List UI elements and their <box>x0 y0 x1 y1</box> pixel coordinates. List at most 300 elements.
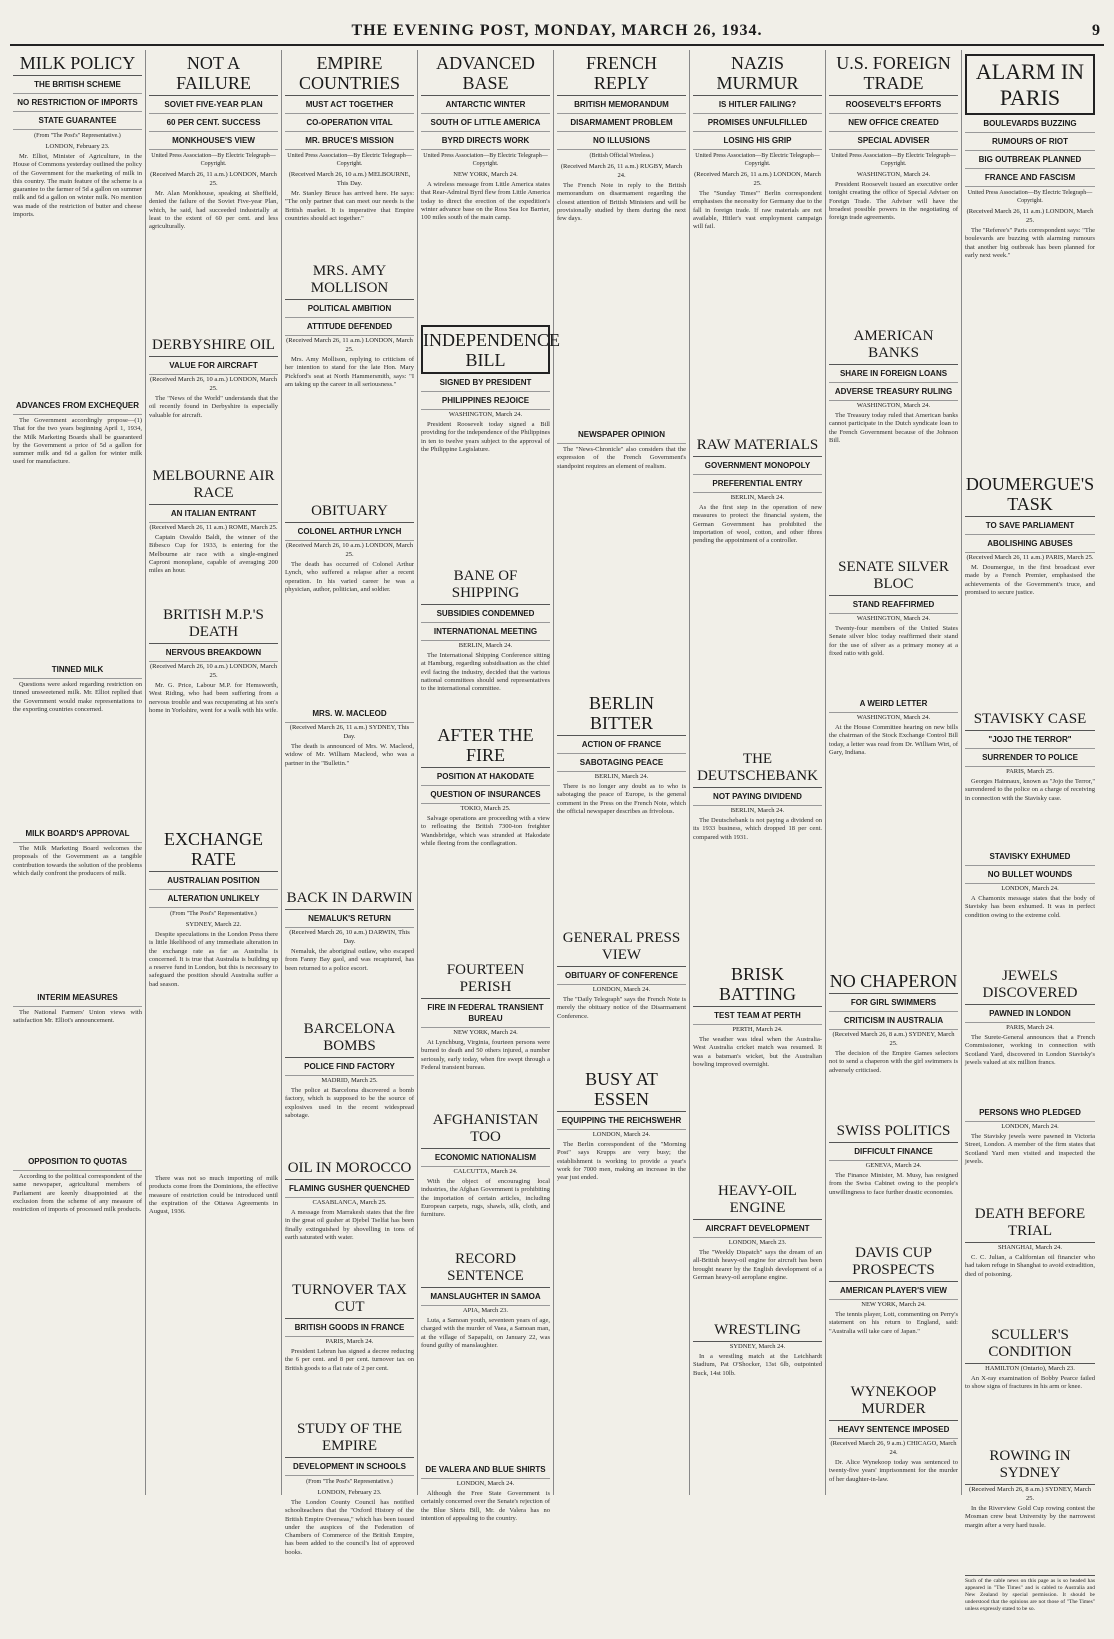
story-headline: EXCHANGE RATE <box>149 826 278 872</box>
story-subheading: NOT PAYING DIVIDEND <box>693 788 822 806</box>
story <box>829 695 958 964</box>
story <box>965 1203 1095 1320</box>
story-body: The "Weekly Dispatch" says the dream of an all-British heavy-oil engine for aircraft has been brought nearer by the English development of a German heavy-oil aeroplane engine. <box>693 1249 822 1281</box>
story-body: Georges Hainnaux, known as "Jojo the Terror," surrendered to the police on a charge of receiving in connection with the Stavisky case. <box>965 778 1095 802</box>
story-subheading: INTERNATIONAL MEETING <box>421 623 550 641</box>
story-headline: OBITUARY <box>285 500 414 523</box>
story-subheading: MONKHOUSE'S VIEW <box>149 132 278 150</box>
story-body: The "Sunday Times'" Berlin correspondent emphasises the necessity for Germany due to the fall in foreign trade. If raw materials are not available, Hitler's vast employment campaign will fail. <box>693 190 822 231</box>
story-subheading: SPECIAL ADVISER <box>829 132 958 150</box>
story-headline: THE DEUTSCHEBANK <box>693 748 822 788</box>
story <box>693 961 822 1176</box>
story <box>829 325 958 552</box>
story-dateline: PARIS, March 24. <box>1006 1024 1054 1031</box>
story <box>693 748 822 957</box>
story-body: Mr. Stanley Bruce has arrived here. He says: "The only partner that can meet our needs is the British market. It is imperative that Empire countries should act together." <box>285 190 414 222</box>
story <box>149 334 278 461</box>
story-dateline: WASHINGTON, March 24. <box>448 411 523 418</box>
story-subheading: DIFFICULT FINANCE <box>829 1143 958 1161</box>
story-subheading: TINNED MILK <box>13 661 142 679</box>
story-dateline: LONDON, March 23. <box>728 1239 787 1246</box>
story-headline: BRITISH M.P.'S DEATH <box>149 604 278 644</box>
story-body: Although the Free State Government is certainly concerned over the Senate's rejection of the Blue Shirts Bill, Mr. de Valera has no intention of appealing to the country. <box>421 1490 550 1522</box>
story-subheading: GOVERNMENT MONOPOLY <box>693 457 822 475</box>
story-body: The Milk Marketing Board welcomes the proposals of the Government as a tangible contribution towards the solution of the problems which daily confront the producers of milk. <box>13 845 142 877</box>
story-subheading: STAND REAFFIRMED <box>829 596 958 614</box>
story-body: In a wrestling match at the Leichhardt Stadium, Pat O'Shocker, 13st 6lb, outpointed Buck, 14st 10lb. <box>693 1353 822 1377</box>
story-headline: RAW MATERIALS <box>693 434 822 457</box>
story-headline: BERLIN BITTER <box>557 690 686 736</box>
story-dateline: NEW YORK, March 24. <box>861 1301 926 1308</box>
story <box>421 959 550 1105</box>
story-headline: BRISK BATTING <box>693 961 822 1007</box>
story-subheading: AUSTRALIAN POSITION <box>149 872 278 890</box>
story <box>829 1120 958 1238</box>
story-subheading: OPPOSITION TO QUOTAS <box>13 1153 142 1171</box>
story-headline: FRENCH REPLY <box>557 50 686 96</box>
story-body: The Berlin correspondent of the "Morning Post" says Krupps are very busy; the establishment is working to provide a year's work for 7000 men, making an increase in the year just ended. <box>557 1141 686 1182</box>
story-dateline: WASHINGTON, March 24. <box>856 171 931 178</box>
story <box>829 1242 958 1377</box>
story-headline: AMERICAN BANKS <box>829 325 958 365</box>
story <box>149 1175 278 1415</box>
story-body: The International Shipping Conference sitting at Hamburg, regarding subsidisation as the chief evil facing the industry, decided that the various national committees should send representatives to the international committee. <box>421 652 550 693</box>
story <box>285 50 414 256</box>
story <box>285 887 414 1014</box>
story-body: The death has occurred of Colonel Arthur Lynch, who suffered a relapse after a recent operation. In his varied career he was a physician, author, politician, and soldier. <box>285 561 414 593</box>
story <box>421 565 550 718</box>
story-subheading: SURRENDER TO POLICE <box>965 749 1095 767</box>
story <box>149 826 278 1171</box>
story-headline: MRS. AMY MOLLISON <box>285 260 414 300</box>
story-dateline: WASHINGTON, March 24. <box>856 402 931 409</box>
story-subheading: NO ILLUSIONS <box>557 132 686 150</box>
story <box>965 1104 1095 1199</box>
story-subheading: SOUTH OF LITTLE AMERICA <box>421 114 550 132</box>
story <box>421 50 550 321</box>
column-2 <box>146 50 282 1495</box>
story <box>13 661 142 821</box>
story-credit: United Press Association—By Electric Telegraph—Copyright. <box>831 153 956 167</box>
story <box>13 397 142 657</box>
story-dateline: LONDON, March 24. <box>1001 1123 1059 1130</box>
column-1 <box>10 50 146 1495</box>
newspaper-title: THE EVENING POST, MONDAY, MARCH 26, 1934. <box>351 22 763 39</box>
story-credit: United Press Association—By Electric Telegraph—Copyright. <box>423 153 548 167</box>
story-body: The French Note in reply to the British memorandum on disarmament regarding the closest attention of British Ministers and will be provisionally studied by them during the next few days. <box>557 182 686 223</box>
story-headline: SWISS POLITICS <box>829 1120 958 1143</box>
story-credit: (From "The Post's" Representative.) <box>34 133 121 139</box>
story-dateline: (Received March 26, 10 a.m.) LONDON, March 25. <box>149 376 278 392</box>
story <box>829 556 958 691</box>
story-subheading: FLAMING GUSHER QUENCHED <box>285 1180 414 1198</box>
story-dateline: APIA, March 23. <box>462 1307 509 1314</box>
story-body: The Treasury today ruled that American banks cannot participate in the Dutch syndicate loan to the French Government because of the Johnson Bill. <box>829 412 958 444</box>
story <box>829 1381 958 1525</box>
story-dateline: PARIS, March 24. <box>325 1338 374 1345</box>
story-headline: BACK IN DARWIN <box>285 887 414 910</box>
story <box>829 968 958 1116</box>
story <box>13 50 142 393</box>
story-dateline: SYDNEY, March 24. <box>729 1343 786 1350</box>
story-subheading: NEMALUK'S RETURN <box>285 910 414 928</box>
story-body: The Deutschebank is not paying a dividend on its 1933 business, which dropped 18 per cent. compared with 1931. <box>693 817 822 841</box>
story-headline: DOUMERGUE'S TASK <box>965 471 1095 517</box>
story <box>421 1461 550 1630</box>
story-body: President Lebrun has signed a decree reducing the 6 per cent. and 8 per cent. turnover tax on British goods to a flat rate of 2 per cent. <box>285 1348 414 1372</box>
story <box>557 426 686 686</box>
story-body: The Finance Minister, M. Musy, has resigned from the Swiss Cabinet owing to the people's unwillingness to face further drastic economies. <box>829 1172 958 1196</box>
story-subheading: NEWSPAPER OPINION <box>557 426 686 444</box>
story-body: A message from Marrakesh states that the fire in the great oil gusher at Djebel Tselfat has been finally extinguished by shovelling in tons of earth saturated with water. <box>285 1209 414 1241</box>
story-subheading: PAWNED IN LONDON <box>965 1005 1095 1023</box>
story-dateline: GENEVA, March 24. <box>865 1162 922 1169</box>
story-body: At the House Committee hearing on new bills the chairman of the Stock Exchange Control Bill today, a letter was read from Dr. William Wirt, of Gary, Indiana. <box>829 724 958 756</box>
story-subheading: POSITION AT HAKODATE <box>421 768 550 786</box>
story-subheading: NERVOUS BREAKDOWN <box>149 644 278 662</box>
story-subheading: COLONEL ARTHUR LYNCH <box>285 523 414 541</box>
story-dateline: (Received March 26, 10 a.m.) LONDON, March 25. <box>285 542 414 558</box>
story-dateline: PARIS, March 25. <box>1006 768 1054 775</box>
story-subheading: HEAVY SENTENCE IMPOSED <box>829 1421 958 1439</box>
story-headline: U.S. FOREIGN TRADE <box>829 50 958 96</box>
story-subheading: SUBSIDIES CONDEMNED <box>421 605 550 623</box>
story-dateline: LONDON, March 24. <box>1001 885 1059 892</box>
story-headline: WYNEKOOP MURDER <box>829 1381 958 1421</box>
story-subheading: FIRE IN FEDERAL TRANSIENT BUREAU <box>421 999 550 1028</box>
story-headline: NOT A FAILURE <box>149 50 278 96</box>
story-body: M. Doumergue, in the first broadcast ever made by a French Premier, emphasised the achievements of the Government's truce, and promised to secure justice. <box>965 564 1095 596</box>
story-headline: INDEPENDENCE BILL <box>421 325 550 374</box>
story-headline: BANE OF SHIPPING <box>421 565 550 605</box>
story-body: Dr. Alice Wynekoop today was sentenced to twenty-five years' imprisonment for the murder of her daughter-in-law. <box>829 1459 958 1483</box>
story-subheading: AMERICAN PLAYER'S VIEW <box>829 1282 958 1300</box>
story <box>829 50 958 321</box>
story-body: The Government accordingly propose—(1) That for the two years beginning April 1, 1934, the Milk Marketing Boards shall be guaranteed by the Government a price of 5d a gallon for summer milk and 6d a gallon for winter milk used for manufacture. <box>13 417 142 466</box>
story-body: The National Farmers' Union views with satisfaction Mr. Elliot's announcement. <box>13 1009 142 1025</box>
story-dateline: BERLIN, March 24. <box>730 494 785 501</box>
story-dateline: HAMILTON (Ontario), March 23. <box>985 1365 1075 1372</box>
story <box>149 465 278 600</box>
story-body: There is no longer any doubt as to who is sabotaging the peace of Europe, is the general comment in the Press on the French Note, which the official newspaper describes as frivolous. <box>557 783 686 815</box>
story-headline: HEAVY-OIL ENGINE <box>693 1180 822 1220</box>
story <box>149 604 278 822</box>
story <box>965 471 1095 704</box>
story-dateline: (Received March 26, 8 a.m.) SYDNEY, March 25. <box>832 1031 955 1047</box>
story-headline: AFGHANISTAN TOO <box>421 1109 550 1149</box>
story-dateline: CALCUTTA, March 24. <box>453 1168 518 1175</box>
story-subheading: VALUE FOR AIRCRAFT <box>149 357 278 375</box>
story-headline: NAZIS MURMUR <box>693 50 822 96</box>
story-headline: NO CHAPERON <box>829 968 958 994</box>
story-subheading: AIRCRAFT DEVELOPMENT <box>693 1220 822 1238</box>
story-subheading: ACTION OF FRANCE <box>557 736 686 754</box>
story-dateline: BERLIN, March 24. <box>458 642 513 649</box>
story-headline: WRESTLING <box>693 1319 822 1342</box>
story-body: Salvage operations are proceeding with a view to refloating the British 7300-ton freighter Wandsbridge, which was stranded at Hakodate while fleeing from the conflagration. <box>421 815 550 847</box>
story-subheading: SOVIET FIVE-YEAR PLAN <box>149 96 278 114</box>
story-dateline: SHANGHAI, March 24. <box>998 1244 1062 1251</box>
story-body: Captain Osvaldo Baldi, the winner of the Bibesco Cup for 1933, is entering for the Melbourne air race with a single-engined Caproni monoplane, capable of averaging 200 miles an hour. <box>149 534 278 575</box>
story-body: According to the political correspondent of the same newspaper, agricultural members of Parliament are keenly disappointed at the exclusion from the scheme of any measure of restriction of imports of processed milk products. <box>13 1173 142 1214</box>
story-subheading: STAVISKY EXHUMED <box>965 848 1095 866</box>
story-body: A wireless message from Little America states that Rear-Admiral Byrd flew from Little America today to direct the erection of the expedition's winter advance base on the Ross Sea Ice Barrier, 100 miles south of the main camp. <box>421 181 550 222</box>
story-subheading: IS HITLER FAILING? <box>693 96 822 114</box>
story-headline: RECORD SENTENCE <box>421 1248 550 1288</box>
story <box>285 705 414 883</box>
story-headline: BUSY AT ESSEN <box>557 1066 686 1112</box>
story-headline: JEWELS DISCOVERED <box>965 965 1095 1005</box>
story <box>285 260 414 496</box>
story-headline: GENERAL PRESS VIEW <box>557 927 686 967</box>
story-subheading: PHILIPPINES REJOICE <box>421 392 550 410</box>
story-dateline: LONDON, March 24. <box>592 1131 651 1138</box>
story <box>285 1279 414 1414</box>
masthead <box>10 22 1104 46</box>
story <box>421 1109 550 1244</box>
story-dateline: (Received March 26, 11 a.m.) RUGBY, March 24. <box>560 163 683 179</box>
story-subheading: SIGNED BY PRESIDENT <box>421 374 550 392</box>
story-credit: (From "The Post's" Representative.) <box>170 911 257 917</box>
story-body: Mr. G. Price, Labour M.P. for Hemsworth, West Riding, who had been suffering from a nervous trouble and was recuperating at his son's home in Yorkshire, went for a walk with his wife. <box>149 682 278 714</box>
story-subheading: ADVANCES FROM EXCHEQUER <box>13 397 142 415</box>
story-body: Twenty-four members of the United States Senate silver bloc today reaffirmed their stand for the use of silver as a primary money at a fixed ratio with gold. <box>829 625 958 657</box>
story <box>285 500 414 701</box>
story-headline: EMPIRE COUNTRIES <box>285 50 414 96</box>
story-body: The weather was ideal when the Australia-West Australia cricket match was resumed. It was a batsman's wicket, but the Australian bowling improved overnight. <box>693 1036 822 1068</box>
story-headline: OIL IN MOROCCO <box>285 1157 414 1180</box>
story-subheading: MILK BOARD'S APPROVAL <box>13 825 142 843</box>
story <box>965 1445 1095 1571</box>
story-dateline: PERTH, March 24. <box>732 1026 783 1033</box>
story <box>13 825 142 985</box>
column-8 <box>962 50 1098 1612</box>
story-credit: United Press Association—By Electric Telegraph—Copyright. <box>151 153 276 167</box>
story-subheading: POLITICAL AMBITION <box>285 300 414 318</box>
column-4 <box>418 50 560 1522</box>
story-subheading: ANTARCTIC WINTER <box>421 96 550 114</box>
story-headline: FOURTEEN PERISH <box>421 959 550 999</box>
story-dateline: (Received March 26, 10 a.m.) DARWIN, This Day. <box>289 929 410 945</box>
story-body: At Lynchburg, Virginia, fourteen persons were burned to death and 50 others injured, a number seriously, early today, when fire swept through a Federal transient bureau. <box>421 1039 550 1071</box>
story-dateline: BERLIN, March 24. <box>730 807 785 814</box>
story-subheading: SHARE IN FOREIGN LOANS <box>829 365 958 383</box>
story-body: There was not so much importing of milk products come from the Dominions, the effective measure of restriction could be introduced until the expiration of the Ottawa Agreements in August, 1936. <box>149 1175 278 1216</box>
story-subheading: DE VALERA AND BLUE SHIRTS <box>421 1461 550 1479</box>
story-body: The London County Council has notified schoolteachers that the "Oxford History of the British Empire Overseas," which has been issued under the auspices of the Federation of Chambers of Commerce of the British Empire, has been added to the council's list of approved books. <box>285 1499 414 1556</box>
story-dateline: (Received March 26, 11 a.m.) LONDON, March 25. <box>694 171 821 187</box>
story-headline: MILK POLICY <box>13 50 142 76</box>
story-body: The decision of the Empire Games selectors not to send a chaperon with the girl swimmers is adversely criticised. <box>829 1050 958 1074</box>
story-credit: United Press Association—By Electric Telegraph—Copyright. <box>695 153 820 167</box>
story-body: President Roosevelt issued an executive order tonight creating the office of Special Adviser on Foreign Trade. The Adviser will have the broadest possible powers in the negotiating of foreign trade agreements. <box>829 181 958 222</box>
story-dateline: SYDNEY, March 22. <box>185 921 242 928</box>
story <box>693 434 822 744</box>
story-subheading: BOULEVARDS BUZZING <box>965 115 1095 133</box>
story <box>965 848 1095 961</box>
story-subheading: ATTITUDE DEFENDED <box>285 318 414 336</box>
story-subheading: ALTERATION UNLIKELY <box>149 890 278 908</box>
story-subheading: ABOLISHING ABUSES <box>965 535 1095 553</box>
story-body: The Surete-General announces that a French Commissioner, working in connection with Scotland Yard, discovered in London Stavisky's jewels valued at six million francs. <box>965 1034 1095 1066</box>
story-subheading: PROMISES UNFULFILLED <box>693 114 822 132</box>
story-subheading: CRITICISM IN AUSTRALIA <box>829 1012 958 1030</box>
story-subheading: MR. BRUCE'S MISSION <box>285 132 414 150</box>
story-body: Questions were asked regarding restriction on tinned unsweetened milk. Mr. Elliot replied that the Government would make representations to the exporting countries concerned. <box>13 681 142 713</box>
story-dateline: (Received March 26, 10 a.m.) MELBOURNE, This Day. <box>288 171 411 187</box>
story <box>965 54 1095 467</box>
story-subheading: OBITUARY OF CONFERENCE <box>557 967 686 985</box>
story-credit: (British Official Wireless.) <box>589 153 654 159</box>
story-subheading: BRITISH GOODS IN FRANCE <box>285 1319 414 1337</box>
story-headline: DERBYSHIRE OIL <box>149 334 278 357</box>
story-credit: United Press Association—By Electric Telegraph—Copyright. <box>287 153 412 167</box>
story-body: The tennis player, Lott, commenting on Perry's statement on his return to England, said: "Australia will take care of Japan." <box>829 1311 958 1335</box>
story-body: Despite speculations in the London Press there is little likelihood of any immediate alteration in the exchange rate as far as Australia is concerned. It is true that Australia is building up a reserve fund in London, but this is necessary to safeguard the position should Australia suffer a bad season. <box>149 931 278 988</box>
story <box>285 1418 414 1639</box>
story-subheading: NEW OFFICE CREATED <box>829 114 958 132</box>
story-dateline: (Received March 26, 8 a.m.) SYDNEY, March 25. <box>969 1486 1091 1502</box>
story-headline: ROWING IN SYDNEY <box>965 1445 1095 1485</box>
story-dateline: (Received March 26, 11 a.m.) LONDON, March 25. <box>966 208 1094 224</box>
story <box>13 989 142 1149</box>
newspaper-columns <box>10 50 1104 1612</box>
story <box>557 50 686 422</box>
story-dateline: (Received March 26, 9 a.m.) CHICAGO, March 24. <box>830 1440 957 1456</box>
story-body: As the first step in the operation of new measures to protect the financial system, the German Government has prohibited the importation of wool, cotton, and other fibres pending the appointment of a controller. <box>693 504 822 545</box>
story-dateline: (Received March 26, 11 a.m.) SYDNEY, This Day. <box>289 724 410 740</box>
story-subheading: THE BRITISH SCHEME <box>13 76 142 94</box>
column-7 <box>826 50 962 1495</box>
story-subheading: QUESTION OF INSURANCES <box>421 786 550 804</box>
story-headline: STAVISKY CASE <box>965 708 1095 731</box>
story-headline: SCULLER'S CONDITION <box>965 1324 1095 1364</box>
story-body: With the object of encouraging local industries, the Afghan Government is prohibiting the importation of certain articles, including European carpets, rugs, shawls, silk, cloth, and furniture. <box>421 1178 550 1219</box>
story-dateline: (Received March 26, 11 a.m.) LONDON, March 25. <box>150 171 277 187</box>
story-body: The "Daily Telegraph" says the French Note is merely the obituary notice of the Disarmament Conference. <box>557 996 686 1020</box>
story-subheading: ROOSEVELT'S EFFORTS <box>829 96 958 114</box>
story-body: The death is announced of Mrs. W. Macleod, widow of Mr. William Macleod, who was a partner in the "Bulletin." <box>285 743 414 767</box>
story-subheading: MUST ACT TOGETHER <box>285 96 414 114</box>
story-headline: TURNOVER TAX CUT <box>285 1279 414 1319</box>
story-body: In the Riverview Gold Cup rowing contest the Mosman crew beat University by the narrowest margin after a very hard tussle. <box>965 1505 1095 1529</box>
story-dateline: WASHINGTON, March 24. <box>856 615 931 622</box>
story-body: A Chamonix message states that the body of Stavisky has been exhumed. It was in perfect condition owing to the extreme cold. <box>965 895 1095 919</box>
page-number: 9 <box>1092 22 1100 39</box>
story-dateline: LONDON, March 24. <box>592 986 651 993</box>
story <box>557 927 686 1062</box>
story-subheading: 60 PER CENT. SUCCESS <box>149 114 278 132</box>
story <box>965 708 1095 844</box>
story-subheading: INTERIM MEASURES <box>13 989 142 1007</box>
story <box>693 1319 822 1419</box>
story <box>965 1324 1095 1441</box>
story-dateline: LONDON, February 23. <box>317 1489 382 1496</box>
story-body: C. C. Julian, a Californian oil financier who had taken refuge in Shanghai to avoid extradition, died of poisoning. <box>965 1254 1095 1278</box>
story-credit: (From "The Post's" Representative.) <box>306 1479 393 1485</box>
story-subheading: NO RESTRICTION OF IMPORTS <box>13 94 142 112</box>
story <box>965 965 1095 1100</box>
story <box>149 50 278 330</box>
story-subheading: RUMOURS OF RIOT <box>965 133 1095 151</box>
story-subheading: MANSLAUGHTER IN SAMOA <box>421 1288 550 1306</box>
story-headline: ALARM IN PARIS <box>965 54 1095 115</box>
story-body: President Roosevelt today signed a Bill providing for the independence of the Philippines in ten to twelve years subject to the approval of the Philippine Legislature. <box>421 421 550 453</box>
story-dateline: (Received March 26, 11 a.m.) PARIS, March 25. <box>966 554 1094 561</box>
story-subheading: FOR GIRL SWIMMERS <box>829 994 958 1012</box>
story <box>285 1018 414 1153</box>
story-body: The "News-Chronicle" also considers that the expression of the French Government's standpoint requires an element of realism. <box>557 446 686 470</box>
story-dateline: (Received March 26, 11 a.m.) ROME, March 25. <box>149 524 278 531</box>
story-dateline: (Received March 26, 10 a.m.) LONDON, March 25. <box>149 663 278 679</box>
story-subheading: ADVERSE TREASURY RULING <box>829 383 958 401</box>
story-dateline: TOKIO, March 25. <box>460 805 511 812</box>
story-headline: BARCELONA BOMBS <box>285 1018 414 1058</box>
story-subheading: NO BULLET WOUNDS <box>965 866 1095 884</box>
story-subheading: BYRD DIRECTS WORK <box>421 132 550 150</box>
story-subheading: "JOJO THE TERROR" <box>965 731 1095 749</box>
story-subheading: TEST TEAM AT PERTH <box>693 1007 822 1025</box>
story-body: The Stavisky jewels were pawned in Victoria Street, London. A member of the firm states that Scotland Yard men visited and inspected the jewels. <box>965 1133 1095 1165</box>
story-subheading: A WEIRD LETTER <box>829 695 958 713</box>
story-body: The "News of the World" understands that the oil recently found in Derbyshire is especially valuable for aircraft. <box>149 395 278 419</box>
story <box>13 1153 142 1239</box>
story-subheading: CO-OPERATION VITAL <box>285 114 414 132</box>
story-subheading: MRS. W. MACLEOD <box>285 705 414 723</box>
story-dateline: CASABLANCA, March 25. <box>312 1199 387 1206</box>
story-subheading: TO SAVE PARLIAMENT <box>965 517 1095 535</box>
story-headline: MELBOURNE AIR RACE <box>149 465 278 505</box>
story-headline: STUDY OF THE EMPIRE <box>285 1418 414 1458</box>
story <box>421 325 560 561</box>
story <box>421 1248 550 1457</box>
story-body: Mrs. Amy Mollison, replying to criticism of her intention to stand for the late Hon. Mary Pickford's seat at North Hammersmith, says: "I am taking up the career in all seriousness." <box>285 356 414 388</box>
column-3 <box>282 50 418 1556</box>
story <box>557 690 686 923</box>
story-subheading: LOSING HIS GRIP <box>693 132 822 150</box>
story-subheading: FRANCE AND FASCISM <box>965 169 1095 187</box>
story-headline: ADVANCED BASE <box>421 50 550 96</box>
story-subheading: AN ITALIAN ENTRANT <box>149 505 278 523</box>
story-subheading: BIG OUTBREAK PLANNED <box>965 151 1095 169</box>
story-body: An X-ray examination of Bobby Pearce failed to show signs of fractures in his arm or knee. <box>965 1375 1095 1391</box>
story-body: Mr. Alan Monkhouse, speaking at Sheffield, denied the failure of the Soviet Five-year Plan, which, he said, had succeeded industrially at least to the extent of 60 per cent. and less agriculturally. <box>149 190 278 231</box>
story-dateline: NEW YORK, March 24. <box>453 171 518 178</box>
story-body: The police at Barcelona discovered a bomb factory, which is supposed to be the source of explosives used in the recent widespread sabotage. <box>285 1087 414 1119</box>
story-body: Nemaluk, the aboriginal outlaw, who escaped from Fanny Bay gaol, and was recaptured, has been returned to a police escort. <box>285 948 414 972</box>
column-6 <box>690 50 826 1495</box>
story-headline: SENATE SILVER BLOC <box>829 556 958 596</box>
story-subheading: POLICE FIND FACTORY <box>285 1058 414 1076</box>
story <box>557 1066 686 1281</box>
story-headline: DEATH BEFORE TRIAL <box>965 1203 1095 1243</box>
story-dateline: LONDON, March 24. <box>456 1480 515 1487</box>
story <box>285 1157 414 1275</box>
story-subheading: EQUIPPING THE REICHSWEHR <box>557 1112 686 1130</box>
story-subheading: SABOTAGING PEACE <box>557 754 686 772</box>
story-subheading: PERSONS WHO PLEDGED <box>965 1104 1095 1122</box>
column-5 <box>554 50 690 1495</box>
story-dateline: (Received March 26, 11 a.m.) LONDON, March 25. <box>286 337 413 353</box>
story-subheading: PREFERENTIAL ENTRY <box>693 475 822 493</box>
story-headline: DAVIS CUP PROSPECTS <box>829 1242 958 1282</box>
story-headline: AFTER THE FIRE <box>421 722 550 768</box>
story-dateline: BERLIN, March 24. <box>594 773 649 780</box>
story-credit: United Press Association—By Electric Telegraph—Copyright. <box>967 190 1093 204</box>
story-body: The "Referee's" Paris correspondent says: "The boulevards are buzzing with alarming rumours that another big outbreak has been planned for early next week." <box>965 227 1095 259</box>
story-subheading: DISARMAMENT PROBLEM <box>557 114 686 132</box>
story-subheading: BRITISH MEMORANDUM <box>557 96 686 114</box>
